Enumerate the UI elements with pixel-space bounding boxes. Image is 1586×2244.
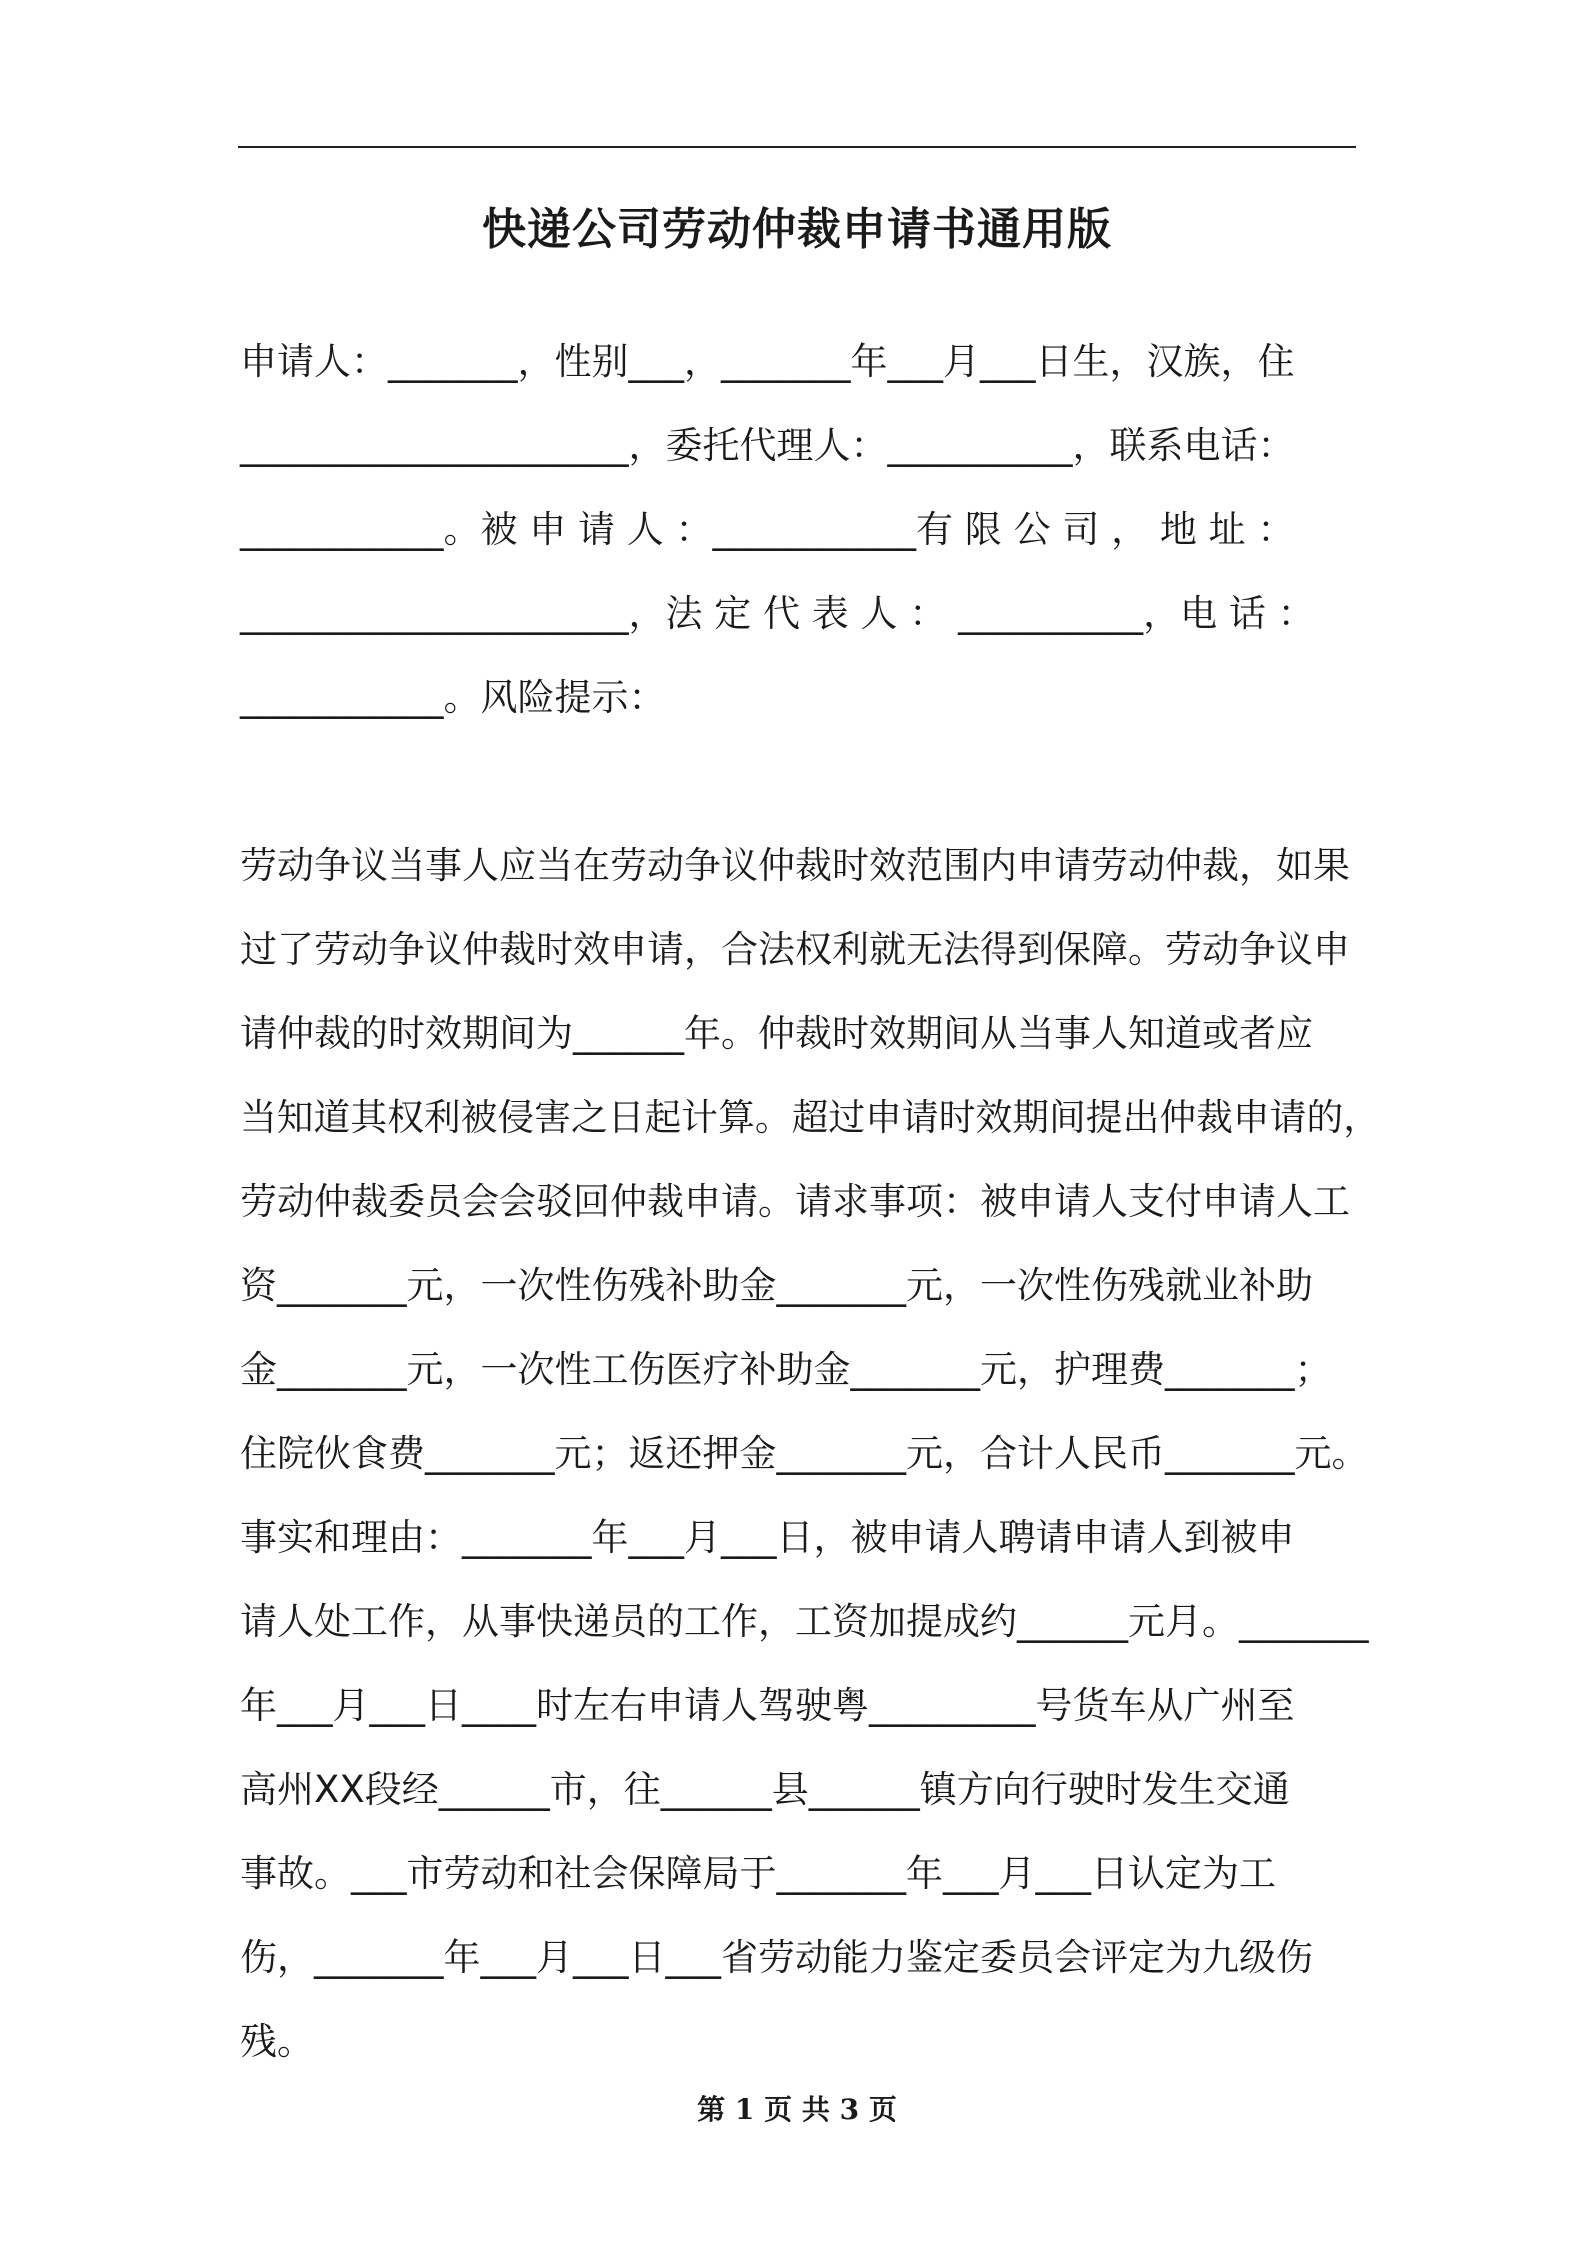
body-line: _____________________，委托代理人：__________，联系电话： xyxy=(240,424,1295,467)
body-line: 金_______元，一次性工伤医疗补助金_______元，护理费_______； xyxy=(240,1348,1332,1391)
body-line: 高州XX段经______市，往______县______镇方向行驶时发生交通 xyxy=(240,1768,1290,1811)
body-line: 资_______元，一次性伤残补助金_______元，一次性伤残就业补助 xyxy=(240,1264,1313,1307)
body-line: 伤，_______年___月___日___省劳动能力鉴定委员会评定为九级伤 xyxy=(240,1936,1313,1979)
body-line: 住院伙食费_______元；返还押金_______元，合计人民币_______元。 xyxy=(240,1432,1369,1475)
body-line: 劳动争议当事人应当在劳动争议仲裁时效范围内申请劳动仲裁，如果 xyxy=(240,844,1350,887)
document-title: 快递公司劳动仲裁申请书通用版 xyxy=(482,204,1112,255)
body-line: ___________。被 申 请 人 ：___________有 限 公 司 ， 地 址 ： xyxy=(240,508,1295,551)
body-line: 年___月___日____时左右申请人驾驶粤_________号货车从广州至 xyxy=(240,1684,1295,1727)
header-rule xyxy=(238,146,1356,148)
body-line: 残。 xyxy=(240,2020,314,2063)
body-line: 请仲裁的时效期间为______年。仲裁时效期间从当事人知道或者应 xyxy=(240,1012,1313,1055)
body-line: 申请人：_______，性别___，_______年___月___日生，汉族，住 xyxy=(240,340,1295,383)
body-line: 劳动仲裁委员会会驳回仲裁申请。请求事项：被申请人支付申请人工 xyxy=(240,1180,1350,1223)
page-number-footer: 第 1 页 共 3 页 xyxy=(697,2093,897,2126)
body-line: 事实和理由：_______年___月___日，被申请人聘请申请人到被申 xyxy=(240,1516,1295,1559)
body-line: 请人处工作，从事快递员的工作，工资加提成约______元月。_______ xyxy=(240,1600,1369,1643)
body-line: ___________。风险提示： xyxy=(240,676,666,719)
body-line: _____________________，法 定 代 表 人 ： __________，电 话 ： xyxy=(240,592,1315,635)
body-line: 当知道其权利被侵害之日起计算。超过申请时效期间提出仲裁申请的， xyxy=(240,1096,1381,1139)
body-line: 过了劳动争议仲裁时效申请，合法权利就无法得到保障。劳动争议申 xyxy=(240,928,1350,971)
body-line: 事故。___市劳动和社会保障局于_______年___月___日认定为工 xyxy=(240,1852,1276,1895)
